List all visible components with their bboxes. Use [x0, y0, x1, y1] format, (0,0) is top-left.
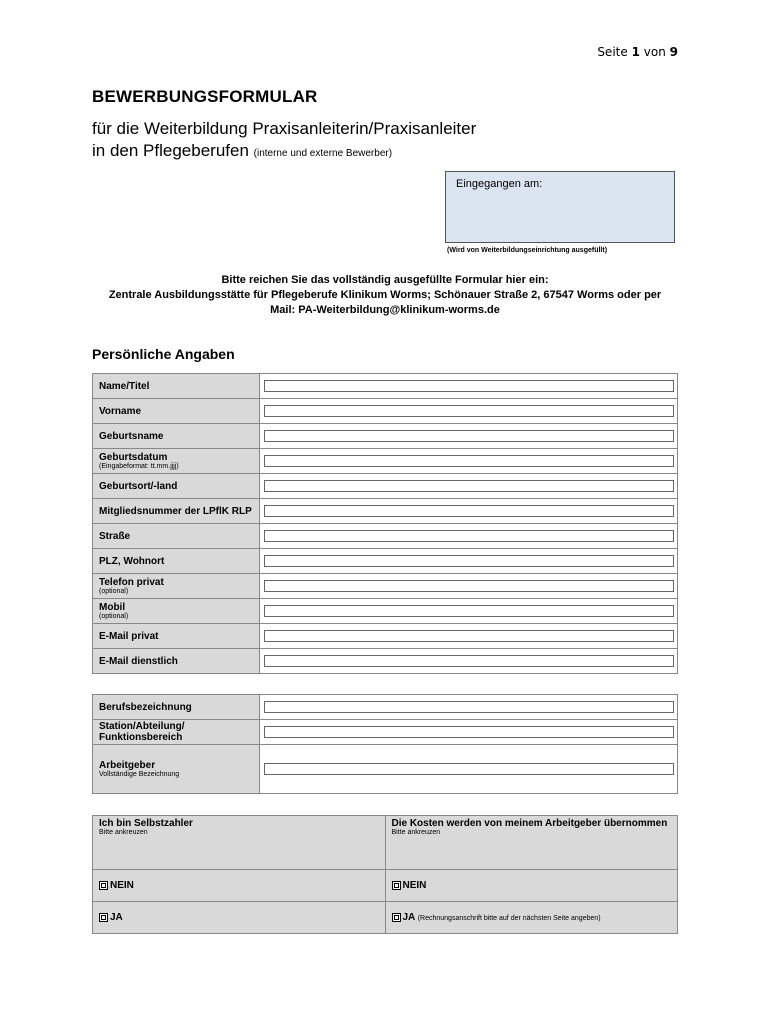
table-row: Mitgliedsnummer der LPflK RLP	[93, 499, 678, 524]
mobile-input[interactable]	[264, 605, 674, 617]
profession-input[interactable]	[264, 701, 674, 713]
firstname-input[interactable]	[264, 405, 674, 417]
employer-pays-heading: Die Kosten werden von meinem Arbeitgeber übernommen	[391, 818, 668, 829]
employer-no-checkbox[interactable]	[392, 881, 401, 890]
table-row: E-Mail dienstlich	[93, 649, 678, 674]
email-private-input[interactable]	[264, 630, 674, 642]
table-row: NEIN NEIN	[93, 870, 678, 902]
payment-table	[92, 815, 678, 934]
table-row: Arbeitgeber Vollständige Bezeichnung	[93, 745, 678, 794]
department-input[interactable]	[264, 726, 674, 738]
received-box	[445, 171, 675, 243]
employer-input[interactable]	[264, 763, 674, 775]
table-row: Geburtsname	[93, 424, 678, 449]
birthname-input[interactable]	[264, 430, 674, 442]
selfpay-yes-checkbox[interactable]	[99, 913, 108, 922]
job-table	[92, 694, 678, 794]
subtitle-line1: für die Weiterbildung Praxisanleiterin/Praxisanleiter	[92, 119, 477, 138]
table-row: Berufsbezeichnung	[93, 695, 678, 720]
table-row: Geburtsort/-land	[93, 474, 678, 499]
subtitle-note: (interne und externe Bewerber)	[253, 148, 393, 159]
personal-table	[92, 373, 678, 674]
street-input[interactable]	[264, 530, 674, 542]
page-number: Seite 1 von 9	[597, 45, 678, 59]
table-row: Straße	[93, 524, 678, 549]
table-row: E-Mail privat	[93, 624, 678, 649]
birthplace-input[interactable]	[264, 480, 674, 492]
table-row: PLZ, Wohnort	[93, 549, 678, 574]
table-row: Mobil (optional)	[93, 599, 678, 624]
table-row: Telefon privat (optional)	[93, 574, 678, 599]
table-row: Ich bin Selbstzahler Bitte ankreuzen Die Kosten werden von meinem Arbeitgeber übernommen Bitte ankreuzen	[93, 816, 678, 870]
table-row: Vorname	[93, 399, 678, 424]
selfpay-no-checkbox[interactable]	[99, 881, 108, 890]
zip-city-input[interactable]	[264, 555, 674, 567]
subtitle-line2: in den Pflegeberufen (interne und externe Bewerber)	[92, 141, 393, 160]
table-row: JA JA (Rechnungsanschrift bitte auf der nächsten Seite angeben)	[93, 902, 678, 934]
received-label: Eingegangen am:	[456, 178, 543, 190]
section-personal-heading: Persönliche Angaben	[92, 346, 235, 362]
name-input[interactable]	[264, 380, 674, 392]
birthdate-input[interactable]	[264, 455, 674, 467]
email-work-input[interactable]	[264, 655, 674, 667]
employer-yes-checkbox[interactable]	[392, 913, 401, 922]
table-row: Name/Titel	[93, 374, 678, 399]
instructions: Bitte reichen Sie das vollständig ausgefüllte Formular hier ein: Zentrale Ausbildungsstätte für Pflegeberufe Klinikum Worms; Schönauer Straße 2, 67547 Worms oder per Mail: PA-Weiterbildung@klinikum-worms.de	[108, 274, 662, 316]
form-title: BEWERBUNGSFORMULAR	[92, 87, 318, 106]
table-row: Geburtsdatum (Eingabeformat: tt.mm.jjjj)	[93, 449, 678, 474]
table-row: Station/Abteilung/ Funktionsbereich	[93, 720, 678, 745]
membership-number-input[interactable]	[264, 505, 674, 517]
phone-input[interactable]	[264, 580, 674, 592]
received-note: (Wird von Weiterbildungseinrichtung ausgefüllt)	[447, 247, 608, 254]
selfpay-heading: Ich bin Selbstzahler	[99, 818, 193, 829]
